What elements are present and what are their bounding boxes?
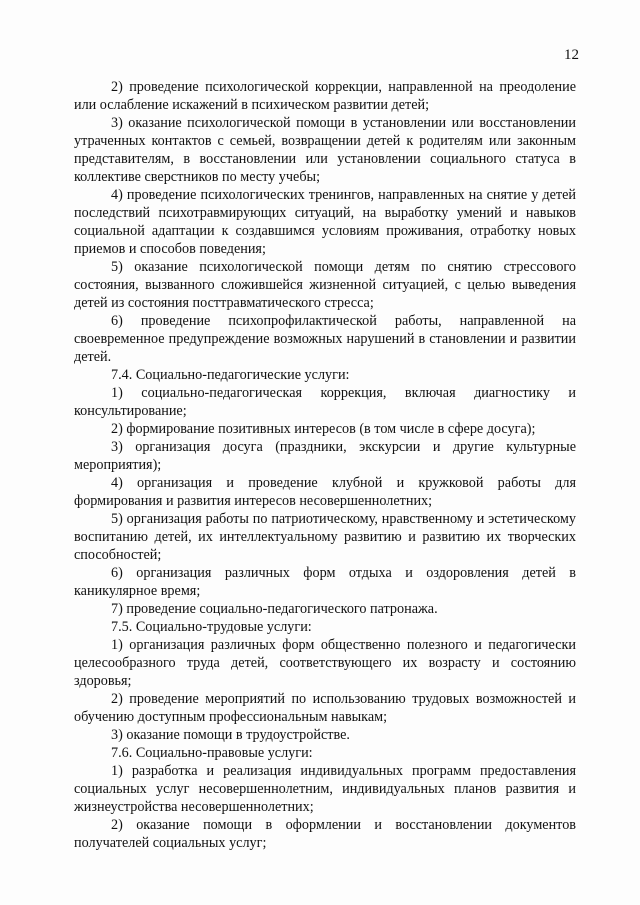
paragraph: 7) проведение социально-педагогического патронажа.	[111, 601, 438, 617]
paragraph: 2) формирование позитивных интересов (в том числе в сфере досуга);	[111, 421, 536, 437]
paragraph: 2) проведение психологической коррекции, направленной на преодоление или ослабление искажений в психическом развитии детей;	[74, 79, 576, 113]
paragraph: 6) проведение психопрофилактической работы, направленной на своевременное предупреждение возможных нарушений в становлении и развитии детей.	[74, 313, 576, 365]
section-heading: 7.5. Социально-трудовые услуги:	[111, 619, 312, 635]
section-heading: 7.6. Социально-правовые услуги:	[111, 745, 313, 761]
paragraph: 1) организация различных форм общественно полезного и педагогически целесообразного труда детей, соответствующего их возрасту и состоянию здоровья;	[74, 637, 576, 689]
paragraph: 2) проведение мероприятий по использованию трудовых возможностей и обучению доступным профессиональным навыкам;	[74, 691, 576, 725]
paragraph: 3) оказание помощи в трудоустройстве.	[111, 727, 350, 743]
paragraph: 4) проведение психологических тренингов, направленных на снятие у детей последствий психотравмирующих ситуаций, на выработку умений и навыков социальной адаптации к создавшимся условиям проживания, отработку новых приемов и способов поведения;	[74, 187, 576, 257]
paragraph: 4) организация и проведение клубной и кружковой работы для формирования и развития интересов несовершеннолетних;	[74, 475, 576, 509]
paragraph: 5) организация работы по патриотическому, нравственному и эстетическому воспитанию детей, их интеллектуальному развитию и развитию их творческих способностей;	[74, 511, 576, 563]
document-body	[74, 78, 576, 852]
section-heading: 7.4. Социально-педагогические услуги:	[111, 367, 350, 383]
paragraph: 6) организация различных форм отдыха и оздоровления детей в каникулярное время;	[74, 565, 576, 599]
paragraph: 3) организация досуга (праздники, экскурсии и другие культурные мероприятия);	[74, 439, 576, 473]
paragraph: 1) разработка и реализация индивидуальных программ предоставления социальных услуг несовершеннолетним, индивидуальных планов развития и жизнеустройства несовершеннолетних;	[74, 763, 576, 815]
paragraph: 3) оказание психологической помощи в установлении или восстановлении утраченных контактов с семьей, возвращении детей к родителям или законным представителям, в восстановлении или установлении социального статуса в коллективе сверстников по месту учебы;	[74, 115, 576, 185]
paragraph: 2) оказание помощи в оформлении и восстановлении документов получателей социальных услуг;	[74, 817, 576, 851]
paragraph: 5) оказание психологической помощи детям по снятию стрессового состояния, вызванного сложившейся жизненной ситуацией, с целью выведения детей из состояния посттравматического стресса;	[74, 259, 576, 311]
page-number: 12	[564, 47, 579, 63]
paragraph: 1) социально-педагогическая коррекция, включая диагностику и консультирование;	[74, 385, 576, 419]
